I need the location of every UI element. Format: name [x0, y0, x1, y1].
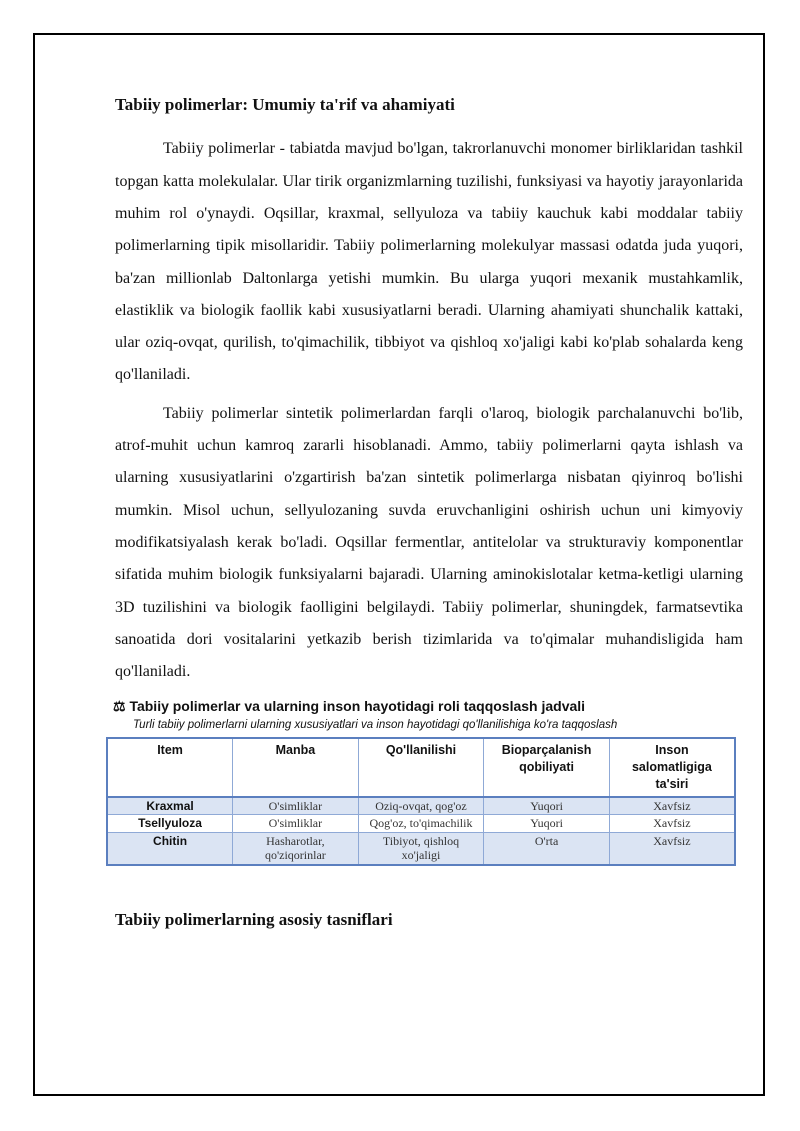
section-heading: Tabiiy polimerlarning asosiy tasniflari — [115, 909, 393, 929]
section-heading: Tabiiy polimerlar: Umumiy ta'rif va ahamiyati — [115, 95, 455, 114]
table-cell: O'simliklar — [233, 797, 359, 815]
table-subtitle: Turli tabiiy polimerlarni ularning xususiyatlari va inson hayotidagi qo'llanilishiga ko'ra taqqoslash — [133, 719, 618, 732]
comparison-table — [106, 737, 736, 865]
table-cell: O'simliklar — [233, 815, 359, 832]
table-cell: Oziq-ovqat, qog'oz — [358, 797, 484, 815]
table-cell: Yuqori — [484, 815, 610, 832]
table-cell: Yuqori — [484, 797, 610, 815]
row-label: Kraxmal — [107, 797, 233, 815]
table-cell: Xavfsiz — [609, 797, 735, 815]
table-title-text: Tabiiy polimerlar va ularning inson hayotidagi roli taqqoslash jadvali — [129, 698, 586, 715]
table-row — [107, 797, 735, 815]
column-header: Item — [107, 738, 233, 797]
table-title — [113, 698, 743, 715]
table-cell: Hasharotlar, qo'ziqorinlar — [233, 832, 359, 864]
table-row — [107, 815, 735, 832]
table-cell: Xavfsiz — [609, 815, 735, 832]
document-body — [115, 95, 743, 948]
column-header: Qo'llanilishi — [358, 738, 484, 797]
scales-icon: ⚖ — [113, 698, 126, 715]
column-header: Bioparçalanish qobiliyati — [484, 738, 610, 797]
paragraph: Tabiiy polimerlar - tabiatda mavjud bo'lgan, takrorlanuvchi monomer birliklaridan tashkil topgan katta molekulalar. Ular tirik organizmlarning tuzilishi, funksiyasi va hayotiy jarayonlarida muhim rol o'ynaydi. Oqsillar, kraxmal, sellyuloza va tabiiy kauchuk kabi moddalar tabiiy polimerlarning tipik misollaridir. Tabiiy polimerlarning molekulyar massasi odatda juda yuqori, ba'zan millionlab Daltonlarga yetishi mumkin. Bu ularga yuqori mexanik mustahkamlik, elastiklik va biologik faollik kabi xususiyatlarni beradi. Ularning ahamiyati shunchalik kattaki, ular oziq-ovqat, qurilish, to'qimachilik, tibbiyot va qishloq xo'jaligi kabi ko'plab sohalarda keng qo'llaniladi. — [115, 140, 743, 384]
column-header: Manba — [233, 738, 359, 797]
row-label: Tsellyuloza — [107, 815, 233, 832]
column-header: Inson salomatligiga ta'siri — [609, 738, 735, 797]
row-label: Chitin — [107, 832, 233, 864]
table-cell: Tibiyot, qishloq xo'jaligi — [358, 832, 484, 864]
table-cell: O'rta — [484, 832, 610, 864]
table-header-row — [107, 738, 735, 797]
paragraph: Tabiiy polimerlar sintetik polimerlardan farqli o'laroq, biologik parchalanuvchi bo'lib, atrof-muhit uchun kamroq zararli hisoblanadi. Ammo, tabiiy polimerlarni qayta ishlash va ularning xususiyatlarini o'zgartirish ba'zan sintetik polimerlarga nisbatan qiyinroq bo'lishi mumkin. Misol uchun, sellyulozaning suvda eruvchanligini oshirish uchun uni kimyoviy modifikatsiyalash kerak bo'ladi. Oqsillar fermentlar, antitelolar va strukturaviy komponentlar sifatida muhim biologik funksiyalarni bajaradi. Ularning aminokislotalar ketma-ketligi ularning 3D tuzilishini va biologik faolligini belgilaydi. Tabiiy polimerlar, shuningdek, farmatsevtika sanoatida dori vositalarini yetkazib berish tizimlarida va to'qimalar muhandisligida ham qo'llaniladi. — [115, 404, 743, 681]
table-cell: Qog'oz, to'qimachilik — [358, 815, 484, 832]
table-row — [107, 832, 735, 864]
table-cell: Xavfsiz — [609, 832, 735, 864]
